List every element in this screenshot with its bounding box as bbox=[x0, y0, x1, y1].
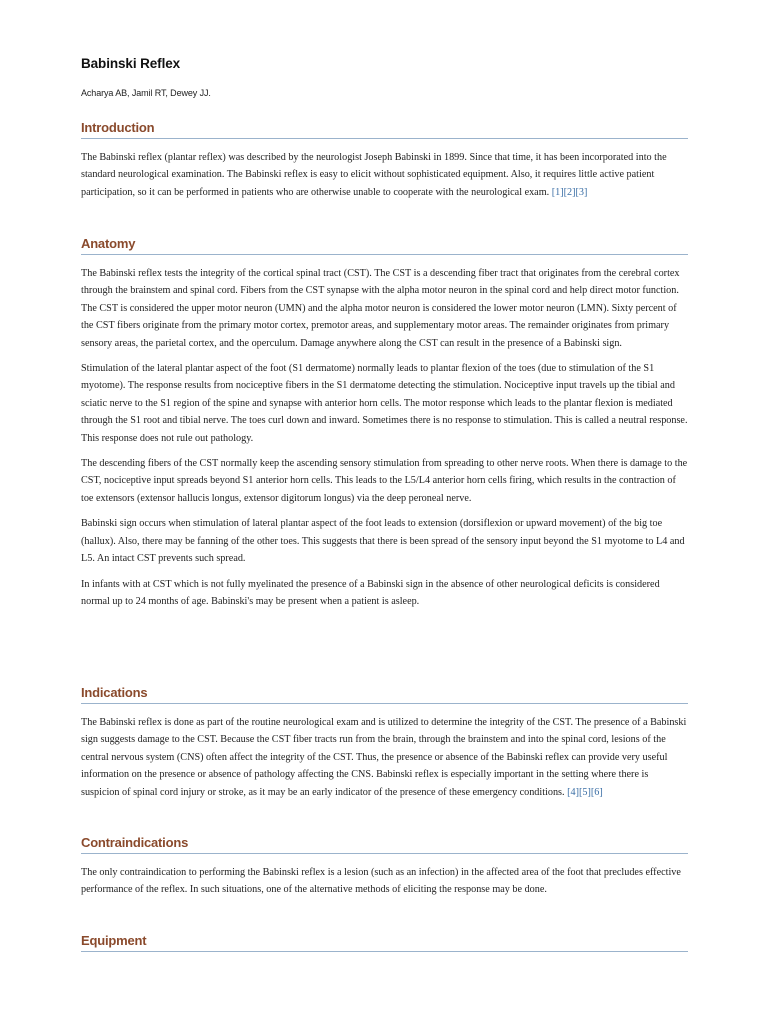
contraindications-paragraph: The only contraindication to performing the Babinski reflex is a lesion (such as an infection) in the affected area of the foot that precludes effective performance of the reflex. In such situations, one of the alternative methods of eliciting the response may be done. bbox=[81, 867, 681, 896]
article-title: Babinski Reflex bbox=[81, 56, 181, 71]
section-equipment bbox=[81, 933, 688, 952]
anatomy-paragraph-3: The descending fibers of the CST normally keep the ascending sensory stimulation from spreading to other nerve roots. When there is damage to the CST, nociceptive input spreads beyond S1 anterior horn cells. This leads to the L5/L4 anterior horn cells firing, which results in the contraction of toe extensors (extensor hallucis longus, extensor digitorum longus) via the deep peroneal nerve. bbox=[81, 458, 688, 504]
section-heading-contraindications: Contraindications bbox=[81, 835, 688, 854]
section-contraindications bbox=[81, 835, 688, 899]
anatomy-paragraph-2: Stimulation of the lateral plantar aspect of the foot (S1 dermatome) normally leads to plantar flexion of the toes (due to stimulation of the S1 myotome). The response results from nociceptive fibers in the S1 dermatome detecting the stimulation. Nociceptive input travels up the tibial and sciatic nerve to the S1 region of the spine and synapse with anterior horn cells. The motor response which leads to the plantar flexion is mediated through the S1 root and tibial nerve. The toes curl down and inward. Sometimes there is no response to stimulation. This is called a neutral response. This response does not rule out pathology. bbox=[81, 363, 688, 444]
introduction-citation-link[interactable]: [1][2][3] bbox=[551, 186, 588, 198]
section-indications bbox=[81, 685, 688, 801]
introduction-paragraph-text: The Babinski reflex (plantar reflex) was described by the neurologist Joseph Babinski in 1899. Since that time, it has been incorporated into the standard neurological examination. The Babinski reflex is easy to elicit without sophisticated equipment. Also, it requires little active patient participation, so it can be performed in patients who are otherwise unable to cooperate with the neurological exam. bbox=[81, 152, 667, 198]
section-heading-equipment: Equipment bbox=[81, 933, 688, 952]
section-heading-anatomy: Anatomy bbox=[81, 236, 688, 255]
anatomy-paragraph-1: The Babinski reflex tests the integrity of the cortical spinal tract (CST). The CST is a descending fiber tract that originates from the cerebral cortex through the brainstem and spinal cord. Fibers from the CST synapse with the alpha motor neuron in the spinal cord and help direct motor function. The CST is considered the upper motor neuron (UMN) and the alpha motor neuron is considered the lower motor neuron (LMN). Sixty percent of the CST fibers originate from the primary motor cortex, premotor areas, and supplementary motor areas. The remainder originates from primary sensory areas, the parietal cortex, and the operculum. Damage anywhere along the CST can result in the presence of a Babinski sign. bbox=[81, 268, 680, 349]
anatomy-paragraph-5: In infants with at CST which is not fully myelinated the presence of a Babinski sign in the absence of other neurological deficits is considered normal up to 24 months of age. Babinski's may be present when a patient is asleep. bbox=[81, 578, 660, 607]
section-heading-indications: Indications bbox=[81, 685, 688, 704]
indications-citation-link[interactable]: [4][5][6] bbox=[567, 786, 603, 798]
section-heading-introduction: Introduction bbox=[81, 120, 688, 139]
anatomy-paragraph-4: Babinski sign occurs when stimulation of lateral plantar aspect of the foot leads to extension (dorsiflexion or upward movement) of the big toe (hallux). Also, there may be fanning of the other toes. This suggests that there is been spread of the sensory input beyond the S1 myotome to L4 and L5. An intact CST prevents such spread. bbox=[81, 518, 685, 565]
section-anatomy bbox=[81, 236, 688, 610]
introduction-paragraph bbox=[81, 149, 688, 201]
article-authors: Acharya AB, Jamil RT, Dewey JJ. bbox=[81, 88, 211, 98]
indications-paragraph-text: The Babinski reflex is done as part of the routine neurological exam and is utilized to determine the integrity of the CST. The presence of a Babinski sign suggests damage to the CST. Because the CST fiber tracts run from the brain, through the brainstem and into the spinal cord, lesions of the central nervous system (CNS) often affect the integrity of the CST. Thus, the presence or absence of the Babinski reflex can provide very useful information on the presence or absence of pathology affecting the CNS. Babinski reflex is especially important in the setting where there is suspicion of spinal cord injury or stroke, as it may be an early indicator of the presence of these emergency conditions. bbox=[81, 717, 687, 798]
indications-paragraph bbox=[81, 714, 688, 801]
section-introduction bbox=[81, 120, 688, 201]
